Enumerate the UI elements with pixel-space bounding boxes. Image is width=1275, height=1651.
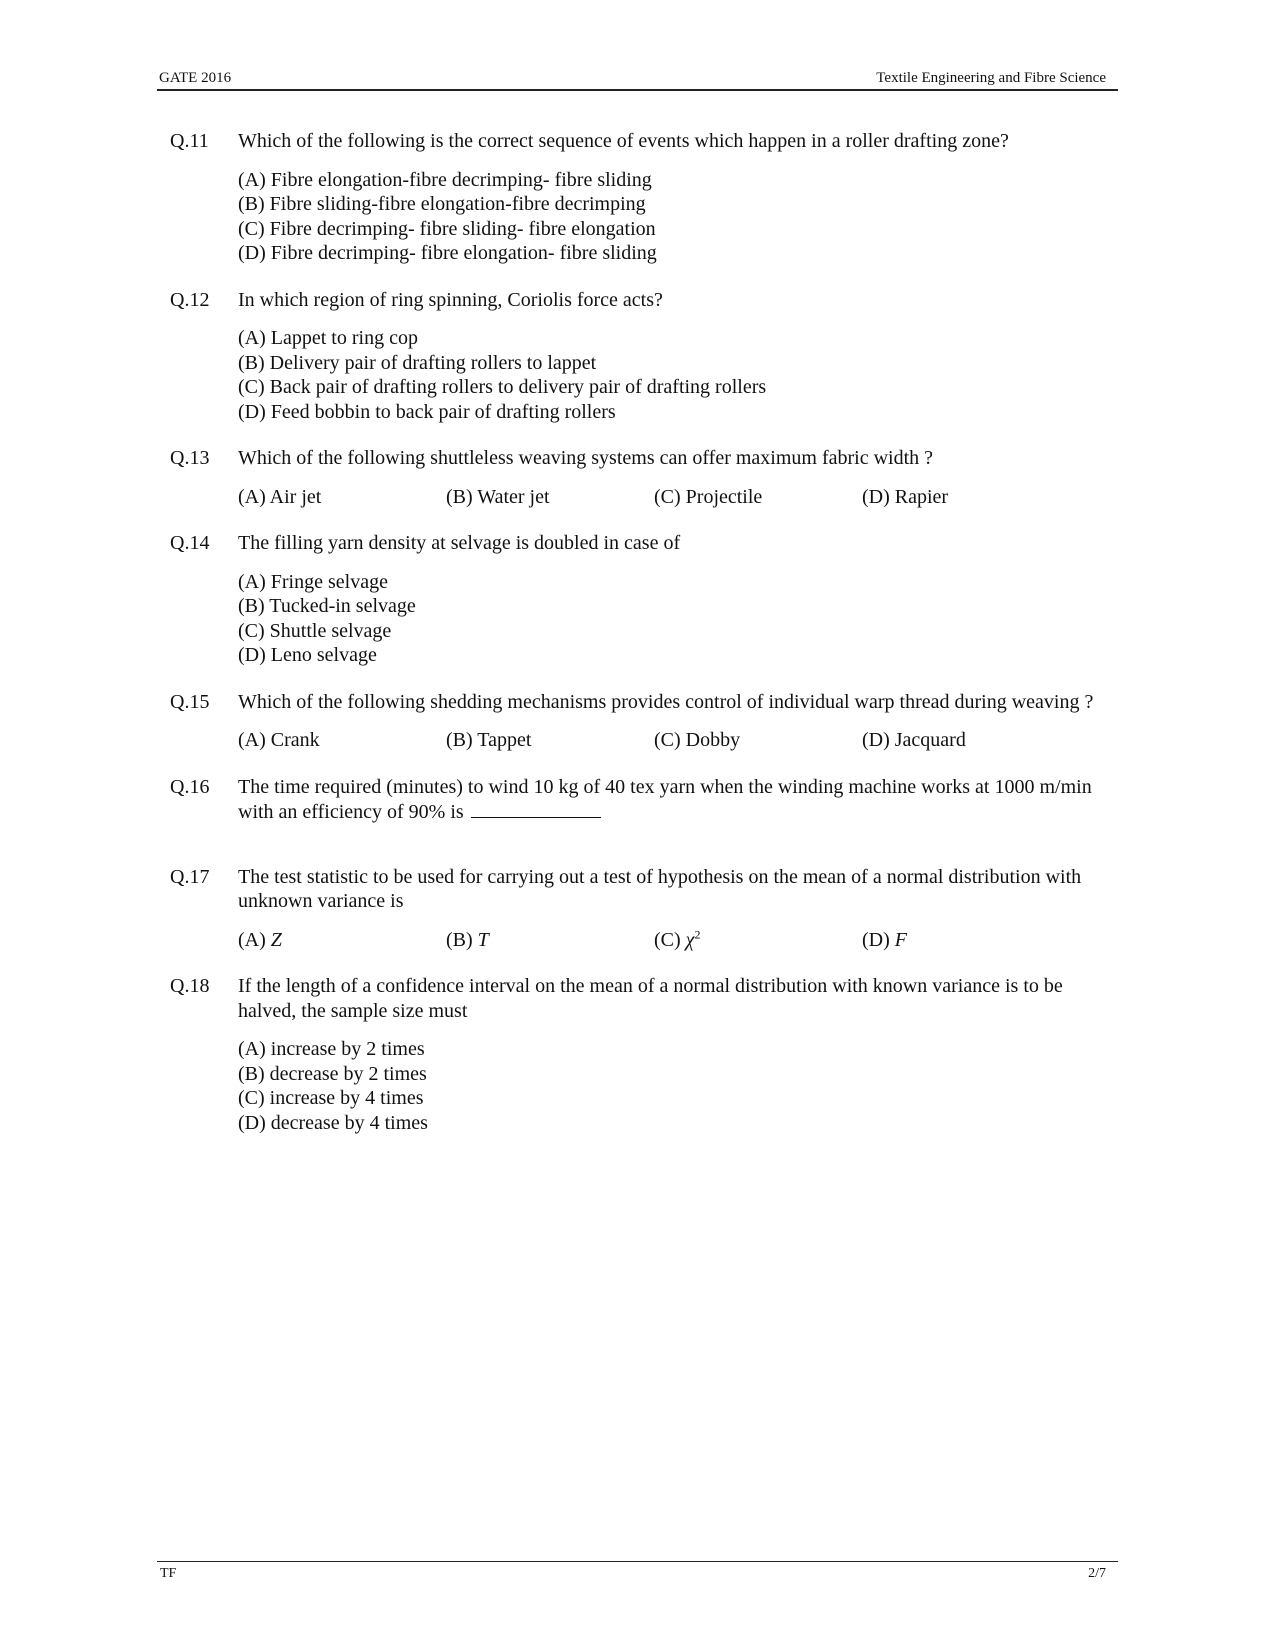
option-list xyxy=(238,168,1110,266)
option-list xyxy=(238,326,1110,424)
paper-subject: Textile Engineering and Fibre Science xyxy=(876,70,1106,86)
question-text: In which region of ring spinning, Coriolis force acts? xyxy=(238,288,663,311)
question-15 xyxy=(170,690,1110,753)
option-list xyxy=(238,1037,1110,1135)
question-text: Which of the following is the correct sequence of events which happen in a roller drafting zone? xyxy=(238,130,1009,152)
option-d: (D) Feed bobbin to back pair of drafting rollers xyxy=(238,400,616,423)
option-row xyxy=(238,728,1110,753)
option-c: (C) Projectile xyxy=(654,485,763,508)
option-c: (C) Fibre decrimping- fibre sliding- fibre elongation xyxy=(238,217,656,240)
question-text: The filling yarn density at selvage is doubled in case of xyxy=(238,532,681,554)
option-b xyxy=(446,928,654,953)
option-d: (D) Rapier xyxy=(862,485,949,508)
option-c: (C) Shuttle selvage xyxy=(238,619,392,642)
question-number: Q.15 xyxy=(170,690,210,713)
option-c: (C) increase by 4 times xyxy=(238,1087,424,1109)
option-exponent: 2 xyxy=(694,926,701,941)
question-number: Q.14 xyxy=(170,532,210,554)
question-number: Q.16 xyxy=(170,775,210,798)
question-text: If the length of a confidence interval on the mean of a normal distribution with known variance is to be halved, the sample size must xyxy=(238,975,1063,1022)
option-symbol: χ xyxy=(685,928,695,951)
header-rule xyxy=(157,89,1118,91)
option-a: (A) Crank xyxy=(238,729,320,751)
option-label: (B) xyxy=(446,928,473,951)
question-11 xyxy=(170,129,1110,266)
option-c: (C) Dobby xyxy=(654,729,741,751)
option-symbol: Z xyxy=(270,928,282,951)
question-number: Q.18 xyxy=(170,975,210,997)
question-number: Q.11 xyxy=(170,130,209,152)
option-row xyxy=(238,928,1110,953)
option-b: (B) decrease by 2 times xyxy=(238,1062,427,1085)
option-a: (A) Fringe selvage xyxy=(238,570,388,593)
question-list xyxy=(170,129,1110,1157)
option-a: (A) Lappet to ring cop xyxy=(238,327,418,349)
question-number: Q.17 xyxy=(170,865,210,888)
option-b: (B) Water jet xyxy=(446,485,550,508)
question-13 xyxy=(170,446,1110,509)
option-d: (D) Leno selvage xyxy=(238,644,377,666)
option-label: (A) xyxy=(238,928,266,951)
question-text: Which of the following shuttleless weaving systems can offer maximum fabric width ? xyxy=(238,447,934,469)
option-a: (A) increase by 2 times xyxy=(238,1038,425,1060)
page-number: 2/7 xyxy=(1088,1566,1106,1581)
question-16 xyxy=(170,775,1110,825)
paper-code: TF xyxy=(160,1566,177,1581)
option-b: (B) Tucked-in selvage xyxy=(238,595,416,617)
option-d: (D) Jacquard xyxy=(862,729,966,751)
option-symbol: F xyxy=(894,928,907,951)
option-label: (C) xyxy=(654,928,681,951)
question-text-body: The time required (minutes) to wind 10 kg of 40 tex yarn when the winding machine works at 1000 m/min with an efficiency of 90% is xyxy=(238,775,1092,823)
question-17 xyxy=(170,865,1110,953)
option-b: (B) Fibre sliding-fibre elongation-fibre decrimping xyxy=(238,193,646,215)
option-b: (B) Delivery pair of drafting rollers to lappet xyxy=(238,351,597,374)
option-c: (C) Back pair of drafting rollers to delivery pair of drafting rollers xyxy=(238,376,767,398)
question-18 xyxy=(170,974,1110,1135)
option-list xyxy=(238,570,1110,668)
answer-blank xyxy=(471,799,601,818)
option-c xyxy=(654,928,862,953)
option-b: (B) Tappet xyxy=(446,729,532,751)
question-14 xyxy=(170,531,1110,668)
option-d: (D) Fibre decrimping- fibre elongation- fibre sliding xyxy=(238,242,657,264)
question-number: Q.12 xyxy=(170,288,210,311)
option-row xyxy=(238,485,1110,510)
option-label: (D) xyxy=(862,928,890,951)
question-text xyxy=(238,775,1110,825)
exam-title: GATE 2016 xyxy=(159,70,232,86)
option-d: (D) decrease by 4 times xyxy=(238,1111,428,1134)
option-d xyxy=(862,928,1070,953)
option-symbol: T xyxy=(477,928,489,951)
question-text: Which of the following shedding mechanisms provides control of individual warp thread during weaving ? xyxy=(238,690,1094,713)
option-a: (A) Fibre elongation-fibre decrimping- fibre sliding xyxy=(238,168,652,191)
question-12 xyxy=(170,288,1110,425)
question-number: Q.13 xyxy=(170,447,210,469)
footer-rule xyxy=(157,1561,1118,1562)
option-a: (A) Air jet xyxy=(238,485,322,508)
question-text: The test statistic to be used for carrying out a test of hypothesis on the mean of a normal distribution with unknown variance is xyxy=(238,865,1082,912)
option-a xyxy=(238,928,446,953)
